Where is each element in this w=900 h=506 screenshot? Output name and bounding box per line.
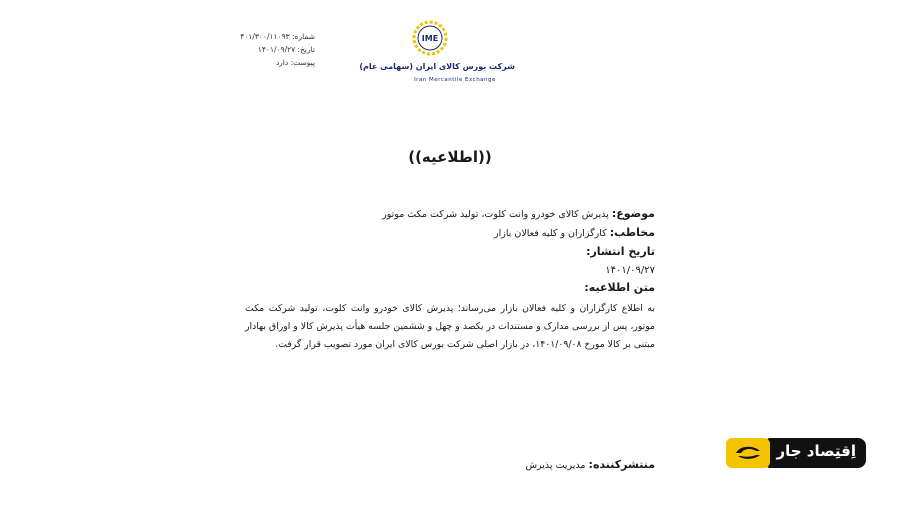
published-date-field	[586, 245, 655, 258]
watermark-badge	[726, 438, 866, 468]
published-date-label: تاریخ انتشار:	[586, 245, 655, 258]
audience-label: مخاطب:	[609, 226, 655, 239]
subject-field	[382, 207, 655, 220]
logo-mark: IME	[421, 34, 439, 43]
letter-attachment: پیوست: دارد	[275, 58, 315, 67]
subject-value: پذیرش کالای خودرو وانت کلوت، تولید شرکت مکث موتور	[382, 209, 609, 220]
subject-label: موضوع:	[611, 207, 655, 220]
ime-logo-icon	[412, 20, 448, 56]
publisher-value: مدیریت پذیرش	[525, 460, 586, 471]
watermark-background	[766, 438, 866, 468]
audience-value: کارگزاران و کلیه فعالان بازار	[494, 228, 607, 239]
watermark-logo-icon	[726, 438, 770, 468]
watermark-text: اِقتِصاد جار	[776, 442, 856, 460]
page-title: ((اطلاعیه))	[408, 148, 492, 166]
company-name: شرکت بورس کالای ایران (سهامی عام)	[359, 62, 515, 71]
body-heading: متن اطلاعیه:	[584, 281, 655, 294]
audience-field	[494, 226, 655, 239]
publisher-label: منتشرکننده:	[588, 458, 655, 471]
announcement-text: به اطلاع کارگزاران و کلیه فعالان بازار می‌رساند؛ پذیرش کالای خودرو وانت کلوت، تولید شرکت مکث موتور، پس از بررسی مدارک و مستندات در یکصد و چهل و ششمین جلسه هیأت پذیرش کالا و اوراق بهادار مبتنی بر کالا مورخ ۱۴۰۱/۰۹/۰۸، در بازار اصلی شرکت بورس کالای ایران مورد تصویب قرار گرفت.	[245, 303, 655, 350]
published-date-value: ۱۴۰۱/۰۹/۲۷	[605, 265, 655, 276]
letter-number: شماره: ۴۰۱/۳۰۰/۱۱۰۹۳	[240, 32, 315, 41]
publisher-field	[525, 458, 655, 471]
document-meta	[225, 30, 315, 69]
company-logo	[359, 20, 515, 100]
company-name-english: Iran Mercantile Exchange	[414, 77, 496, 83]
letter-date: تاریخ: ۱۴۰۱/۰۹/۲۷	[257, 45, 315, 54]
